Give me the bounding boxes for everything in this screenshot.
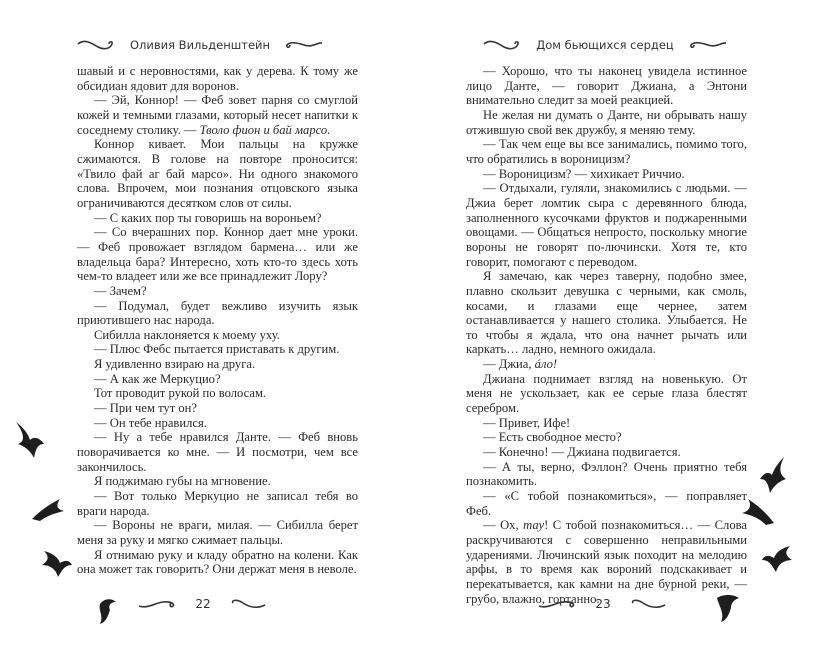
crow-silhouette-icon	[96, 596, 118, 626]
text-run: — Так чем еще вы все занимались, помимо того, что обратились в вороницизм?	[466, 137, 747, 166]
text-run: — Привет, Ифе!	[483, 415, 571, 430]
paragraph	[77, 225, 358, 284]
page-folio	[398, 597, 808, 611]
crow-silhouette-icon	[740, 495, 776, 527]
paragraph	[466, 372, 747, 416]
page-number: 22	[195, 597, 211, 611]
paragraph	[77, 342, 358, 357]
swash-ornament-icon	[137, 597, 181, 611]
paragraph	[466, 460, 747, 489]
crow-silhouette-icon	[715, 592, 741, 624]
text-run: — При чем тут он?	[94, 401, 197, 416]
paragraph	[466, 108, 747, 137]
paragraph	[77, 211, 358, 226]
text-run: — Хорошо, что ты наконец увидела истинное лицо Данте, — говорит Джиана, а Энтони внимательно следит за моей реакцией.	[466, 64, 747, 108]
paragraph	[77, 299, 358, 328]
paragraph	[77, 372, 358, 387]
paragraph	[77, 416, 358, 431]
paragraph	[466, 167, 747, 182]
text-run: Сибилла наклоняется к моему уху.	[94, 327, 280, 342]
paragraph	[77, 64, 358, 93]
text-run: — Он тебе нравился.	[94, 415, 207, 430]
running-head-title: Дом бьющихся сердец	[536, 38, 674, 52]
text-run: — Ну а тебе нравился Данте. — Феб вновь поворачивается ко мне. — И посмотри, чем все закончилось.	[77, 430, 358, 474]
text-run: — Эй, Коннор! — Феб зовет парня со смуглой кожей и темными глазами, который несет напитки к соседнему столику. —	[77, 93, 358, 137]
text-run: Я поджимаю губы на мгновение.	[94, 474, 271, 489]
paragraph	[77, 357, 358, 372]
swash-ornament-icon	[76, 38, 120, 52]
text-run: Я удивленно взираю на друга.	[94, 357, 256, 372]
paragraph	[466, 489, 747, 518]
text-run: — А как же Меркуцио?	[94, 371, 221, 386]
text-run: — Вороницизм? — хихикает Риччио.	[483, 166, 685, 181]
text-run: — Вот только Меркуцио не записал тебя во враги народа.	[77, 489, 358, 518]
crow-silhouette-icon	[40, 545, 74, 579]
swash-ornament-icon	[225, 597, 269, 611]
paragraph	[466, 416, 747, 431]
right-page	[410, 0, 820, 661]
paragraph	[77, 518, 358, 547]
page-number: 23	[595, 597, 611, 611]
text-run: Коннор кивает. Мои пальцы на кружке сжимаются. В голове на повторе проносится: «Твило фай аг бай марсо». Ни одного знакомого слова. Впрочем, мои познания отцовского языка ограничиваются десятком слов от силы.	[77, 137, 358, 210]
paragraph	[77, 430, 358, 474]
paragraph	[466, 430, 747, 445]
paragraph	[77, 284, 358, 299]
page-body-text	[466, 64, 747, 606]
text-run: Не желая ни думать о Данте, ни обрывать нашу отжившую свой век дружбу, я меняю тему.	[466, 107, 747, 137]
crow-silhouette-icon	[14, 420, 48, 460]
text-run: — А ты, верно, Фэллон? Очень приятно тебя познакомить.	[466, 459, 747, 489]
text-run: Я отнимаю руку и кладу обратно на колени. Как она может так говорить? Они держат меня в неволе.	[77, 547, 358, 577]
text-run: шавый и с неровностями, как у дерева. К тому же обсидиан ядовит для воронов.	[77, 64, 358, 93]
running-head	[0, 38, 405, 52]
paragraph	[77, 137, 358, 210]
paragraph	[466, 518, 747, 606]
swash-ornament-icon	[280, 38, 324, 52]
swash-ornament-icon	[625, 597, 669, 611]
paragraph	[466, 357, 747, 372]
paragraph	[466, 64, 747, 108]
running-head-author: Оливия Вильденштейн	[129, 38, 271, 52]
text-run: — Со вчерашних пор. Коннор дает мне уроки. — Феб провожает взглядом бармена… или же владельца бара? Интересно, хоть кто-то здесь хоть чем-то владеет или же все принадлежит Лору?	[77, 225, 358, 284]
page-folio	[0, 597, 408, 611]
text-run: — Отдыхали, гуляли, знакомились с людьми. — Джиа берет ломтик сыра с деревянного блюда, заполненного кусочками фруктов и поджаренными овощами. — Общаться непросто, поскольку многие вороны не говорят по-лючински. Хотя те, кто говорит, помогают с переводом.	[466, 181, 747, 269]
swash-ornament-icon	[537, 597, 581, 611]
paragraph	[77, 93, 358, 137]
text-run: Джиана поднимает взгляд на новенькую. От меня не ускользает, как ее серые глаза блестят серебром.	[466, 371, 747, 416]
crow-silhouette-icon	[758, 455, 788, 495]
italic-text: Тволо фион и бай марсо.	[199, 122, 331, 137]
paragraph	[77, 328, 358, 343]
text-run: Тот проводит рукой по волосам.	[94, 386, 267, 401]
text-run: — Джиа,	[483, 357, 535, 372]
text-run: ! С тобой познакомиться… — Слова раскручиваются с совершенно неправильными ударениями. Лючинский язык походит на мелодию арфы, в то время как вороний подскакивает и перекатывается, как камни на дне бурной реки, — грубо, влажно, гортанно.	[466, 518, 747, 606]
text-run: — Есть свободное место?	[483, 430, 622, 445]
text-run: — Ох,	[483, 518, 524, 533]
paragraph	[466, 269, 747, 357]
text-run: — Вороны не враги, милая. — Сибилла берет меня за руку и мягко сжимает пальцы.	[77, 518, 358, 547]
swash-ornament-icon	[684, 38, 728, 52]
swash-ornament-icon	[482, 38, 526, 52]
paragraph	[77, 548, 358, 577]
paragraph	[466, 445, 747, 460]
text-run: — Конечно! — Джиана подвигается.	[483, 445, 681, 460]
italic-text: тау	[523, 518, 545, 533]
running-head	[400, 38, 810, 52]
crow-silhouette-icon	[30, 495, 66, 523]
text-run: Я замечаю, как через таверну, подобно змее, плавно скользит девушка с черными, как смоль, косами, и глазами еще чернее, затем останавливается у нашего столика. Улыбается. Не то чтобы я ждала, что она начнет рычать или каркать… ладно, немного ожидала.	[466, 269, 747, 357]
italic-text: áло!	[534, 357, 558, 372]
text-run: — С каких пор ты говоришь на вороньем?	[94, 210, 322, 225]
crow-silhouette-icon	[760, 540, 794, 574]
text-run: — Плюс Фебс пытается приставать к другим.	[94, 342, 340, 357]
paragraph	[77, 386, 358, 401]
text-run: — «С тобой познакомиться», — поправляет Феб.	[466, 489, 747, 518]
paragraph	[77, 401, 358, 416]
paragraph	[466, 181, 747, 269]
page-body-text	[77, 64, 358, 577]
paragraph	[77, 474, 358, 489]
text-run: — Зачем?	[94, 283, 147, 298]
paragraph	[77, 489, 358, 518]
paragraph	[466, 137, 747, 166]
text-run: — Подумал, будет вежливо изучить язык приютившего нас народа.	[77, 298, 358, 328]
